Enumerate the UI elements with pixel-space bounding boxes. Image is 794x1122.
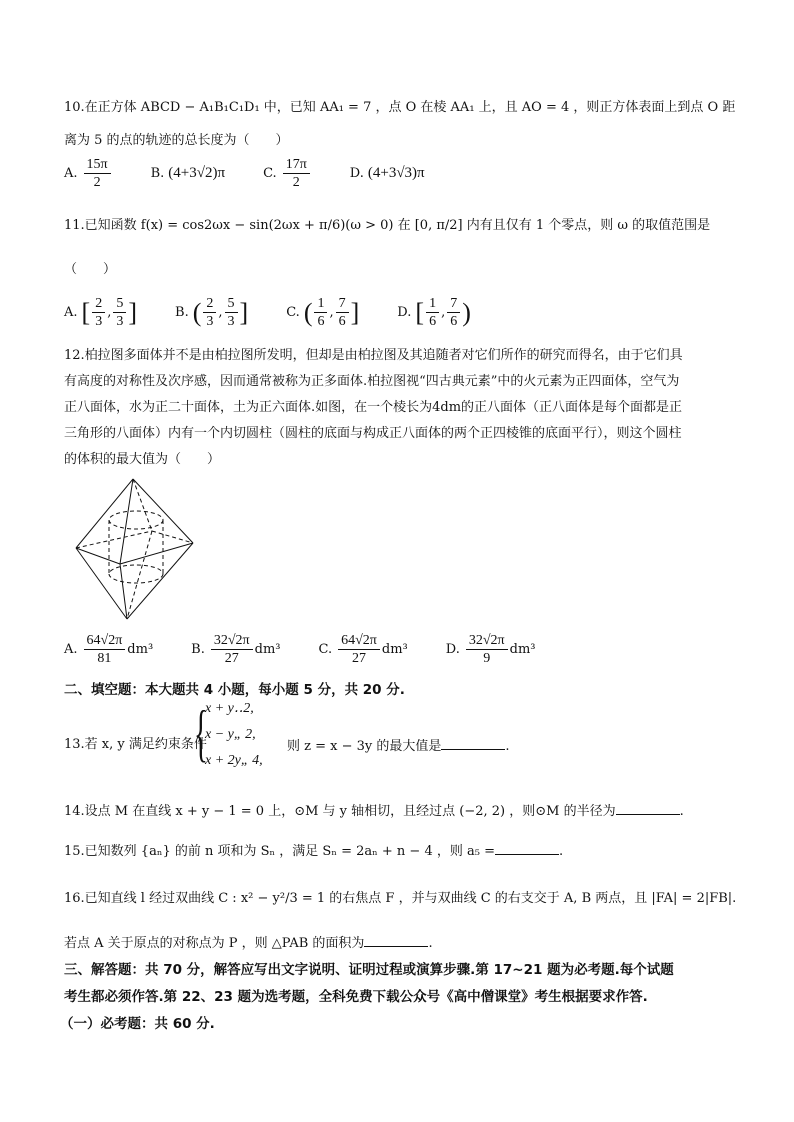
q10-option-d: D. (4+3√3)π (349, 165, 425, 181)
q11-option-c: C. ( $\frac{1}{6}$ , $\frac{7}{6}$ ] (286, 296, 360, 329)
q12-stem-line3: 正八面体，水为正二十面体，土为正六面体.如图，在一个棱长为4dm的正八面体（正八面体是每个面都是正 (64, 400, 683, 415)
q13-brace: { (194, 697, 208, 768)
q12-options (64, 632, 574, 667)
q12-stem-line1: 12.柏拉图多面体并不是由柏拉图所发明，但却是由柏拉图及其追随者对它们所作的研究而得名，由于它们具 (64, 348, 683, 363)
q12-stem-line2: 有高度的对称性及次序感，因而通常被称为正多面体.柏拉图视“四古典元素”中的火元素为正四面体，空气为 (64, 374, 680, 389)
section3-line1: 三、解答题：共 70 分，解答应写出文字说明、证明过程或演算步骤.第 17~21 题为必考题.每个试题 (64, 962, 674, 978)
q10-stem-line2: 离为 5 的点的轨迹的总长度为（ ） (64, 133, 289, 148)
q10-option-c: C. $\frac{17\pi}{2}$ (263, 156, 312, 191)
q13-suffix: 则 z = x − 3y 的最大值是 . (287, 735, 587, 757)
q11-option-b: B. ( $\frac{2}{3}$ , $\frac{5}{3}$ ] (175, 296, 249, 329)
q12-option-a: A. $\frac{64√2\pi}{81}$ dm³ (64, 633, 154, 666)
octahedron-cylinder-figure (70, 476, 200, 624)
q10-options (64, 156, 463, 191)
section3-line2: 考生都必须作答.第 22、23 题为选考题，全科免费下载公众号《高中僧课堂》考生根据要求作答. (64, 989, 648, 1005)
q12-option-d: D. $\frac{32√2\pi}{9}$ dm³ (445, 633, 536, 666)
q13-constraint-2: x − y„ 2, (205, 727, 256, 742)
q12-option-c: C. $\frac{64√2\pi}{27}$ dm³ (318, 633, 408, 666)
q13-constraints (205, 696, 263, 774)
q15-stem: 15.已知数列 {aₙ} 的前 n 项和为 Sₙ ，满足 Sₙ = 2aₙ + n − 4 ，则 a₅ = . (64, 840, 744, 862)
q12-option-b: B. $\frac{32√2\pi}{27}$ dm³ (191, 633, 281, 666)
q16-answer-blank (364, 932, 428, 947)
q10-stem-line1: 10.在正方体 ABCD − A₁B₁C₁D₁ 中，已知 AA₁ = 7 ，点 O 在棱 AA₁ 上，且 AO = 4 ，则正方体表面上到点 O 距 (64, 100, 736, 115)
q14-answer-blank (616, 800, 680, 815)
q16-stem-line2: 若点 A 关于原点的对称点为 P ，则 △PAB 的面积为 . (64, 932, 744, 954)
section2-heading: 二、填空题：本大题共 4 小题，每小题 5 分，共 20 分. (64, 682, 405, 698)
q13-answer-blank (441, 735, 505, 750)
q14-stem: 14.设点 M 在直线 x + y − 1 = 0 上，⊙M 与 y 轴相切，且经过点 (−2, 2) ，则⊙M 的半径为 . (64, 800, 744, 822)
q12-stem-line5: 的体积的最大值为（ ） (64, 452, 221, 467)
q11-options (64, 295, 509, 330)
q16-stem-line1: 16.已知直线 l 经过双曲线 C : x² − y²/3 = 1 的右焦点 F ，并与双曲线 C 的右支交于 A, B 两点，且 |FA| = 2|FB|. (64, 891, 737, 906)
q11-stem-line2: （ ） (64, 262, 117, 277)
q13-prefix: 13.若 x, y 满足约束条件 (64, 737, 207, 752)
q15-answer-blank (495, 840, 559, 855)
q10-option-b: B. (4+3√2)π (150, 165, 226, 181)
q10-option-a: A. $\frac{15\pi}{2}$ (64, 156, 113, 191)
q11-option-d: D. [ $\frac{1}{6}$ , $\frac{7}{6}$ ) (397, 296, 471, 329)
q13-constraint-3: x + 2y„ 4, (205, 753, 263, 768)
q13-constraint-1: x + y‥2, (205, 701, 254, 716)
q11-option-a: A. [ $\frac{2}{3}$ , $\frac{5}{3}$ ] (64, 296, 138, 329)
q12-stem-line4: 三角形的八面体）内有一个内切圆柱（圆柱的底面与构成正八面体的两个正四棱锥的底面平行），则这个圆柱 (64, 426, 682, 441)
q11-stem-line1: 11.已知函数 f(x) = cos2ωx − sin(2ωx + π/6)(ω > 0) 在 [0, π/2] 内有且仅有 1 个零点，则 ω 的取值范围是 (64, 218, 711, 233)
section3-line3: （一）必考题：共 60 分. (60, 1016, 215, 1032)
